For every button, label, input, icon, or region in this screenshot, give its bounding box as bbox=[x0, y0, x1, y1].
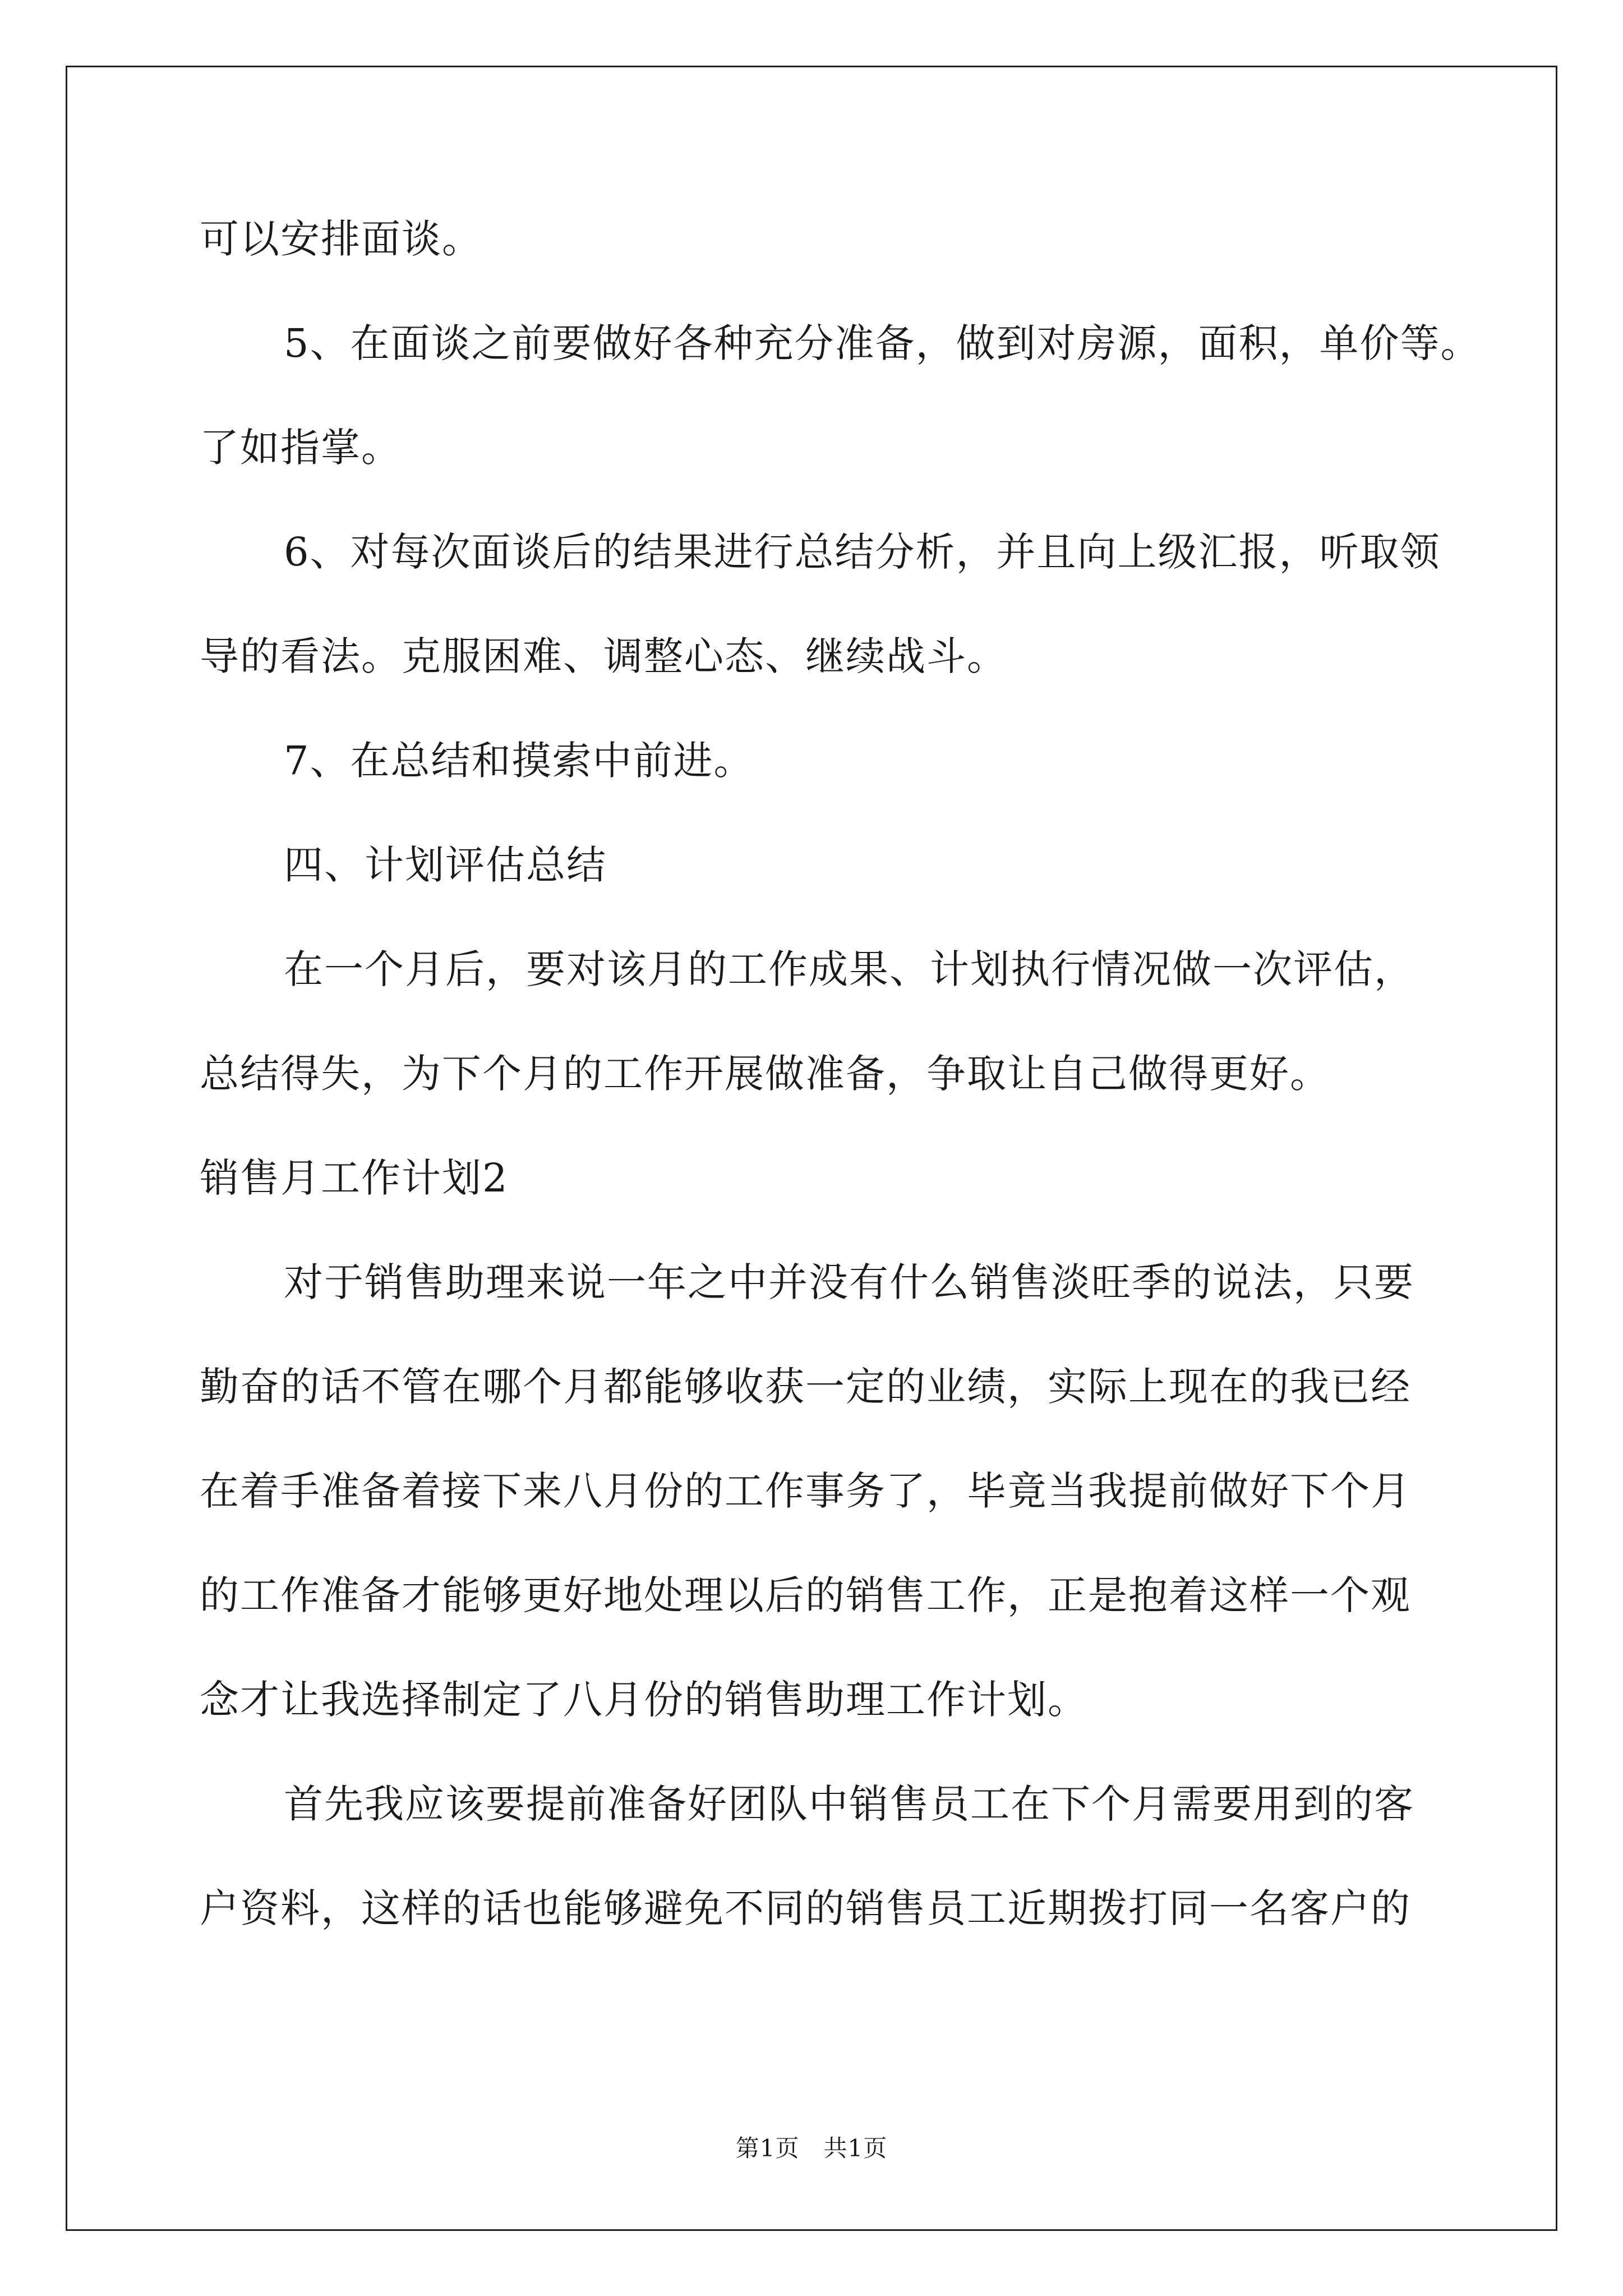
text-line: 6、对每次面谈后的结果进行总结分析，并且向上级汇报，听取领 bbox=[284, 529, 1441, 575]
page-footer: 第1页 共1页 bbox=[735, 2134, 888, 2162]
text-line: 对于销售助理来说一年之中并没有什么销售淡旺季的说法，只要 bbox=[284, 1259, 1414, 1305]
text-line: 了如指掌。 bbox=[200, 425, 402, 471]
text-line: 7、在总结和摸索中前进。 bbox=[284, 738, 754, 784]
text-line: 念才让我选择制定了八月份的销售助理工作计划。 bbox=[200, 1677, 1088, 1723]
text-line: 5、在面谈之前要做好各种充分准备，做到对房源，面积，单价等。 bbox=[284, 320, 1481, 366]
text-line: 在一个月后，要对该月的工作成果、计划执行情况做一次评估， bbox=[284, 946, 1414, 992]
text-line: 导的看法。克服困难、调整心态、继续战斗。 bbox=[200, 633, 1007, 679]
text-line: 的工作准备才能够更好地处理以后的销售工作，正是抱着这样一个观 bbox=[200, 1572, 1411, 1618]
text-line: 在着手准备着接下来八月份的工作事务了，毕竟当我提前做好下个月 bbox=[200, 1468, 1411, 1514]
text-line: 总结得失，为下个月的工作开展做准备，争取让自己做得更好。 bbox=[200, 1051, 1330, 1097]
section-heading: 四、计划评估总结 bbox=[284, 842, 607, 888]
text-line: 户资料，这样的话也能够避免不同的销售员工近期拨打同一名客户的 bbox=[200, 1885, 1411, 1931]
text-line: 可以安排面谈。 bbox=[200, 216, 482, 262]
document-title: 销售月工作计划2 bbox=[200, 1155, 509, 1201]
text-line: 勤奋的话不管在哪个月都能够收获一定的业绩，实际上现在的我已经 bbox=[200, 1364, 1411, 1410]
text-line: 首先我应该要提前准备好团队中销售员工在下个月需要用到的客 bbox=[284, 1781, 1414, 1827]
